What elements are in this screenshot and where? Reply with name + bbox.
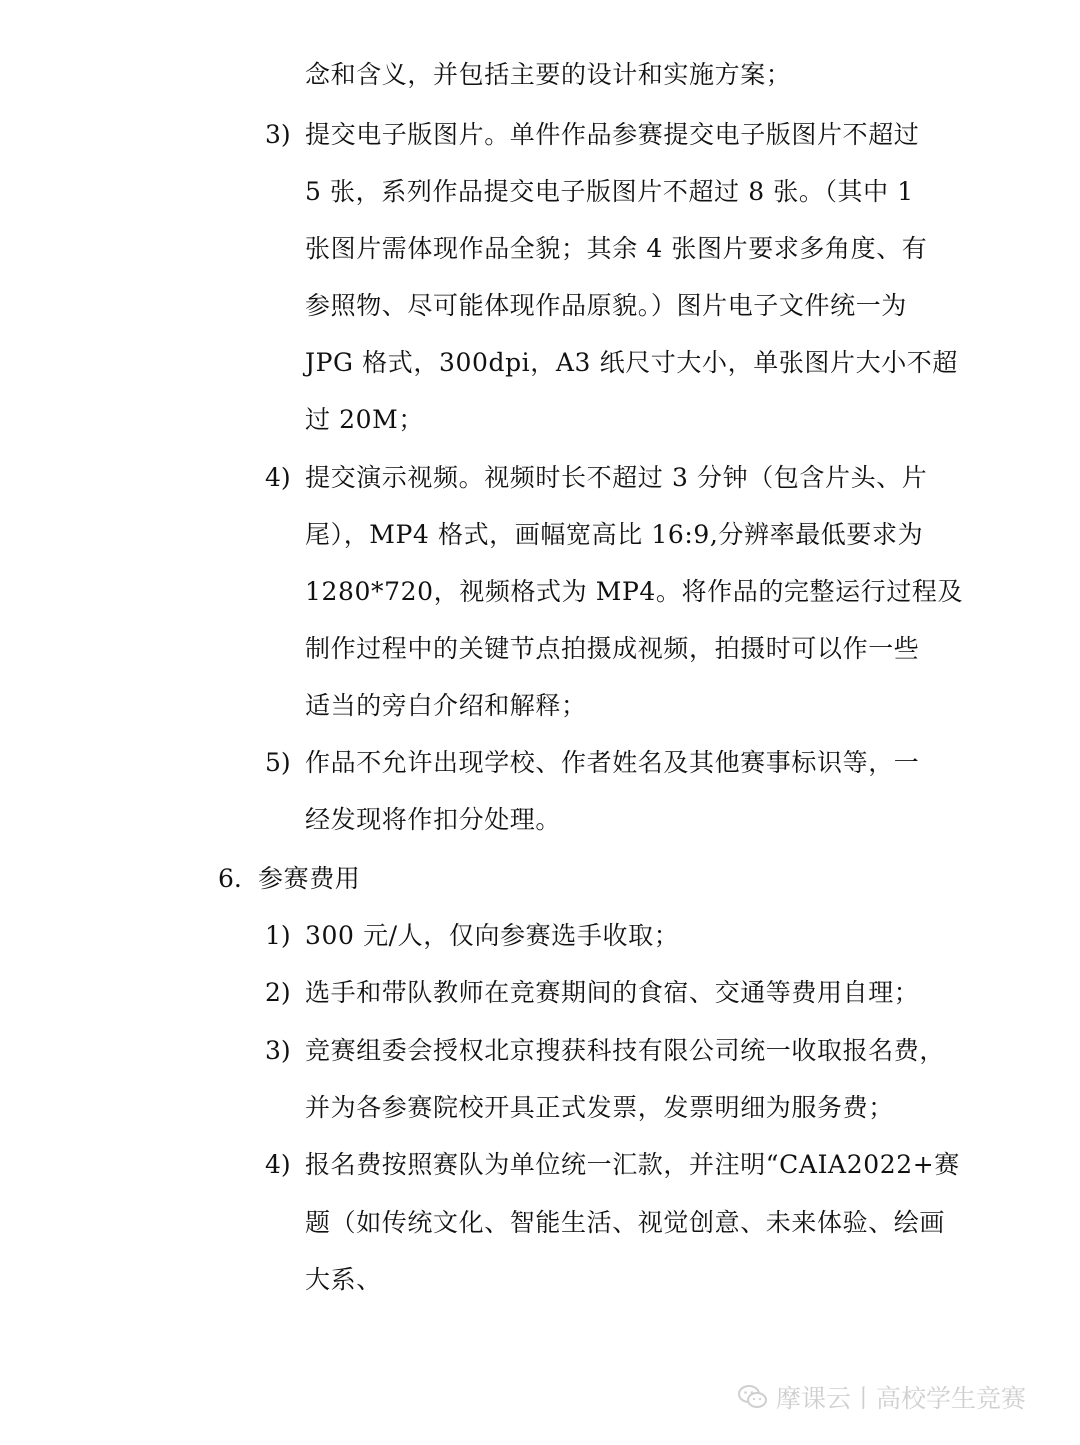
text-line: 5 张，系列作品提交电子版图片不超过 8 张。（其中 1 xyxy=(305,177,914,206)
list-number: 2) xyxy=(265,978,291,1007)
list-number: 5) xyxy=(265,748,291,777)
text-line: 张图片需体现作品全貌；其余 4 张图片要求多角度、有 xyxy=(305,234,928,263)
text-line: 提交演示视频。视频时长不超过 3 分钟（包含片头、片 xyxy=(305,463,928,492)
list-number: 3) xyxy=(265,1036,291,1065)
text-line: 300 元/人，仅向参赛选手收取； xyxy=(305,921,680,950)
text-line: 制作过程中的关键节点拍摄成视频，拍摄时可以作一些 xyxy=(305,634,920,663)
list-number: 3) xyxy=(265,120,291,149)
text-line: 念和含义，并包括主要的设计和实施方案； xyxy=(305,60,792,89)
text-line: 过 20M； xyxy=(305,405,424,434)
text-line: 尾），MP4 格式，画幅宽高比 16:9,分辨率最低要求为 xyxy=(305,520,924,549)
text-line: 竞赛组委会授权北京搜获科技有限公司统一收取报名费， xyxy=(305,1036,946,1065)
section-number: 6. xyxy=(218,864,242,893)
text-line: 参照物、尽可能体现作品原貌。）图片电子文件统一为 xyxy=(305,291,907,320)
text-line: 报名费按照赛队为单位统一汇款，并注明“CAIA2022+赛 xyxy=(305,1150,960,1179)
list-number: 4) xyxy=(265,463,291,492)
text-line: 并为各参赛院校开具正式发票，发票明细为服务费； xyxy=(305,1093,894,1122)
text-line: JPG 格式，300dpi，A3 纸尺寸大小，单张图片大小不超 xyxy=(305,348,958,377)
wechat-icon xyxy=(738,1384,768,1410)
text-line: 经发现将作扣分处理。 xyxy=(305,805,562,834)
text-line: 适当的旁白介绍和解释； xyxy=(305,691,587,720)
text-line: 提交电子版图片。单件作品参赛提交电子版图片不超过 xyxy=(305,120,920,149)
text-line: 作品不允许出现学校、作者姓名及其他赛事标识等，一 xyxy=(305,748,920,777)
text-line: 选手和带队教师在竞赛期间的食宿、交通等费用自理； xyxy=(305,978,920,1007)
text-line: 1280*720，视频格式为 MP4。将作品的完整运行过程及 xyxy=(305,577,964,606)
section-heading: 参赛费用 xyxy=(258,864,361,893)
list-number: 1) xyxy=(265,921,291,950)
watermark-text: 摩课云丨高校学生竞赛 xyxy=(776,1384,1027,1413)
watermark xyxy=(738,1377,1026,1417)
text-line: 大系、 xyxy=(305,1265,382,1294)
text-line: 题（如传统文化、智能生活、视觉创意、未来体验、绘画 xyxy=(305,1208,946,1237)
list-number: 4) xyxy=(265,1150,291,1179)
